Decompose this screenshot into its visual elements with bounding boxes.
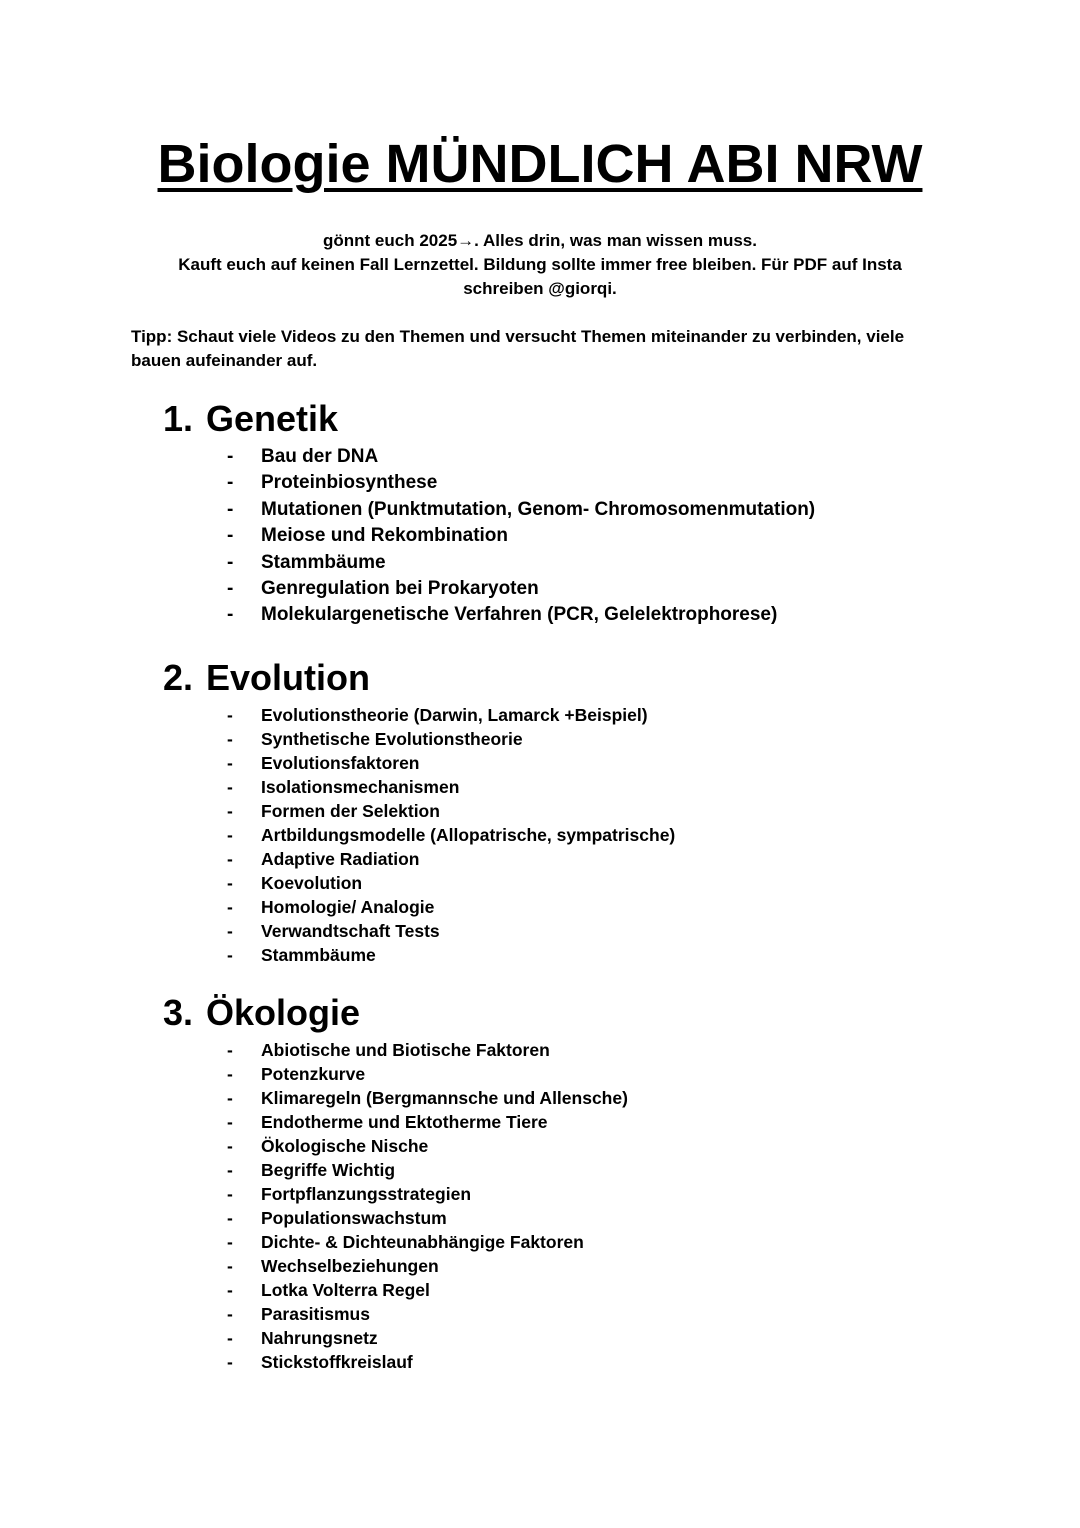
- section-heading: [163, 657, 963, 699]
- bullet-dash: -: [227, 873, 233, 893]
- list-item: - Nahrungsnetz: [227, 1328, 378, 1348]
- topic-list: [163, 444, 963, 629]
- list-item: - Meiose und Rekombination: [163, 523, 963, 549]
- bullet-dash: -: [227, 897, 233, 917]
- bullet-dash: -: [227, 498, 234, 520]
- list-item: - Lotka Volterra Regel: [227, 1280, 430, 1300]
- list-item: - Bau der DNA: [163, 444, 963, 470]
- list-item: - Genregulation bei Prokaryoten: [163, 576, 963, 602]
- list-item: - Verwandtschaft Tests: [227, 921, 440, 941]
- topic-list: [163, 1038, 963, 1374]
- bullet-dash: -: [227, 525, 234, 547]
- list-item: - Ökologische Nische: [227, 1136, 429, 1156]
- bullet-dash: -: [227, 1256, 233, 1276]
- list-item: - Stammbäume: [227, 945, 376, 965]
- section-heading: [163, 398, 963, 440]
- bullet-dash: -: [227, 1280, 233, 1300]
- bullet-dash: -: [227, 801, 233, 821]
- section-title: Evolution: [206, 657, 370, 698]
- list-item: - Stickstoffkreislauf: [227, 1352, 413, 1372]
- list-item: - Synthetische Evolutionstheorie: [227, 729, 523, 749]
- intro-line-1: gönnt euch 2025→. Alles drin, was man wissen muss.: [323, 231, 757, 250]
- list-item: - Mutationen (Punktmutation, Genom- Chromosomenmutation): [163, 497, 963, 523]
- bullet-dash: -: [227, 446, 234, 467]
- list-item: - Isolationsmechanismen: [227, 777, 460, 797]
- bullet-dash: -: [227, 849, 233, 869]
- bullet-dash: -: [227, 777, 233, 797]
- list-item: - Populationswachstum: [227, 1208, 447, 1228]
- list-item: - Endotherme und Ektotherme Tiere: [227, 1112, 548, 1132]
- bullet-dash: -: [227, 1112, 233, 1132]
- list-item: - Koevolution: [227, 873, 363, 893]
- list-item: - Fortpflanzungsstrategien: [227, 1184, 472, 1204]
- bullet-dash: -: [227, 753, 233, 773]
- list-item: - Potenzkurve: [227, 1064, 366, 1084]
- section-number: 2.: [163, 657, 194, 698]
- bullet-dash: -: [227, 729, 233, 749]
- bullet-dash: -: [227, 1208, 233, 1228]
- list-item: - Homologie/ Analogie: [227, 897, 435, 917]
- list-item: - Parasitismus: [227, 1304, 370, 1324]
- section-heading: [163, 992, 963, 1034]
- section-number: 3.: [163, 992, 194, 1033]
- bullet-dash: -: [227, 472, 234, 494]
- bullet-dash: -: [227, 1184, 233, 1204]
- bullet-dash: -: [227, 1064, 233, 1084]
- list-item: - Evolutionsfaktoren: [227, 753, 420, 773]
- section-evolution: [163, 657, 963, 967]
- intro-line-2: Kauft euch auf keinen Fall Lernzettel. Bildung sollte immer free bleiben. Für PDF auf Insta schreiben @giorqi.: [178, 255, 902, 298]
- bullet-dash: -: [227, 1160, 233, 1180]
- bullet-dash: -: [227, 1328, 233, 1348]
- section-oekologie: [163, 992, 963, 1374]
- bullet-dash: -: [227, 551, 234, 573]
- bullet-dash: -: [227, 1304, 233, 1324]
- intro-text: [150, 229, 930, 301]
- bullet-dash: -: [227, 1352, 233, 1372]
- list-item: - Proteinbiosynthese: [163, 470, 963, 496]
- bullet-dash: -: [227, 921, 233, 941]
- bullet-dash: -: [227, 825, 233, 845]
- list-item: - Begriffe Wichtig: [227, 1160, 396, 1180]
- bullet-dash: -: [227, 1136, 233, 1156]
- list-item: - Dichte- & Dichteunabhängige Faktoren: [227, 1232, 584, 1252]
- section-genetik: [163, 398, 963, 629]
- list-item: - Molekulargenetische Verfahren (PCR, Gelelektrophorese): [163, 602, 963, 628]
- list-item: - Artbildungsmodelle (Allopatrische, sympatrische): [227, 825, 676, 845]
- list-item: - Stammbäume: [163, 550, 963, 576]
- bullet-dash: -: [227, 578, 234, 600]
- document-title: Biologie MÜNDLICH ABI NRW: [157, 134, 923, 194]
- bullet-dash: -: [227, 1088, 233, 1108]
- section-number: 1.: [163, 398, 194, 439]
- bullet-dash: -: [227, 1040, 233, 1060]
- section-title: Genetik: [206, 398, 339, 439]
- list-item: - Klimaregeln (Bergmannsche und Allensche): [227, 1088, 628, 1108]
- list-item: - Abiotische und Biotische Faktoren: [227, 1040, 550, 1060]
- list-item: - Adaptive Radiation: [227, 849, 420, 869]
- tip-text: Tipp: Schaut viele Videos zu den Themen und versucht Themen miteinander zu verbinden, viele bauen aufeinander auf.: [131, 327, 905, 370]
- bullet-dash: -: [227, 1232, 233, 1252]
- list-item: - Formen der Selektion: [227, 801, 440, 821]
- topic-list: [163, 703, 963, 967]
- bullet-dash: -: [227, 604, 234, 626]
- list-item: - Wechselbeziehungen: [227, 1256, 439, 1276]
- section-title: Ökologie: [206, 992, 361, 1033]
- bullet-dash: -: [227, 945, 233, 965]
- list-item: - Evolutionstheorie (Darwin, Lamarck +Beispiel): [227, 705, 648, 725]
- bullet-dash: -: [227, 705, 233, 725]
